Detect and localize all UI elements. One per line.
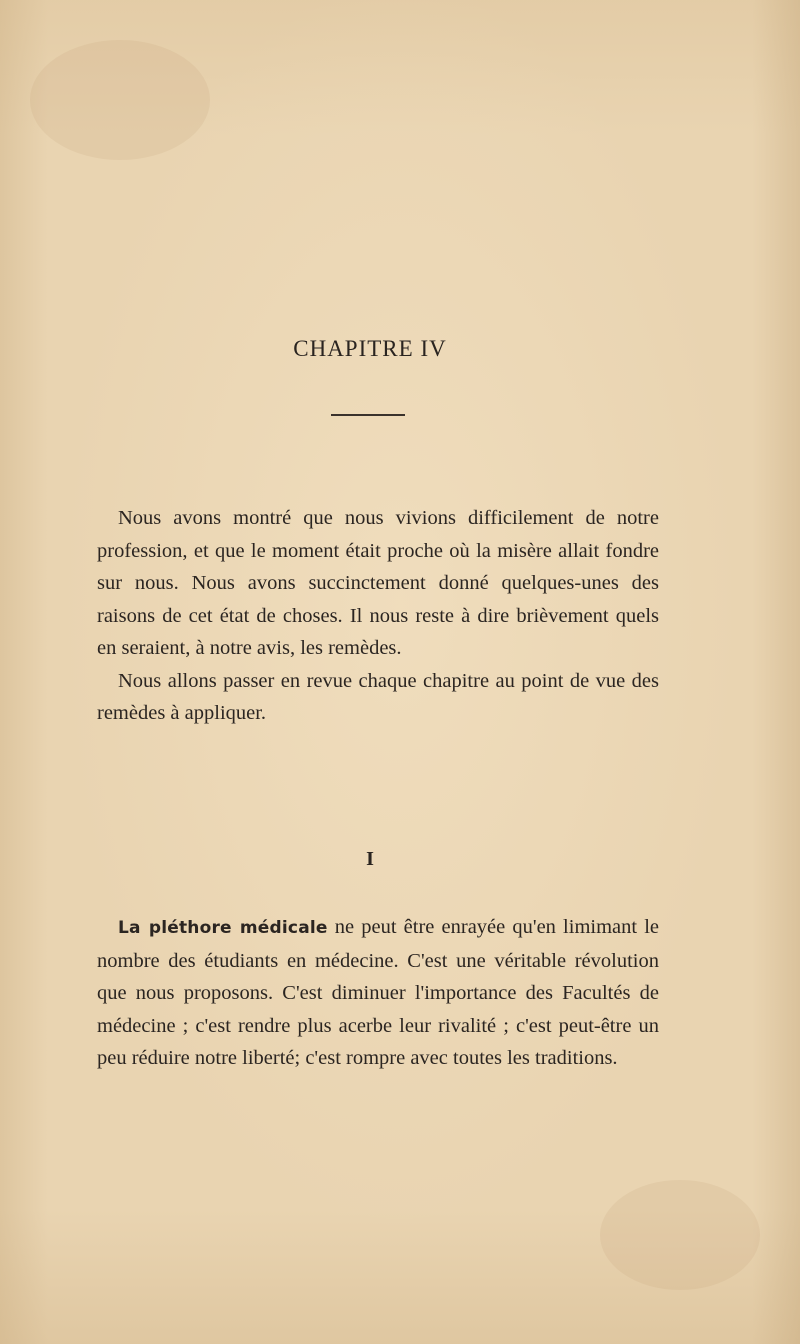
- section-paragraph: [97, 911, 659, 1075]
- section-text: [97, 911, 659, 1075]
- section-body: ne peut être enrayée qu'en limimant le nombre des étudiants en médecine. C'est une véritable révolution que nous proposons. C'est diminuer l'importance des Facultés de médecine ; c'est rendre plus acerbe leur rivalité ; c'est peut-être un peu réduire notre liberté; c'est rompre avec toutes les traditions.: [97, 916, 660, 1069]
- intro-text: [97, 502, 659, 730]
- section-number: I: [366, 848, 374, 870]
- chapter-title: CHAPITRE IV: [293, 336, 447, 361]
- section-lead: La pléthore médicale: [118, 918, 328, 938]
- intro-paragraph: Nous allons passer en revue chaque chapitre au point de vue des remèdes à appliquer.: [97, 669, 659, 724]
- paper-stain: [600, 1180, 760, 1290]
- paper-stain: [30, 40, 210, 160]
- intro-paragraph: Nous avons montré que nous vivions difficilement de notre profession, et que le moment était proche où la misère allait fondre sur nous. Nous avons succinctement donné quelques-unes des raisons de cet état de choses. Il nous reste à dire brièvement quels en seraient, à notre avis, les remèdes.: [97, 507, 659, 659]
- title-rule: [331, 414, 405, 416]
